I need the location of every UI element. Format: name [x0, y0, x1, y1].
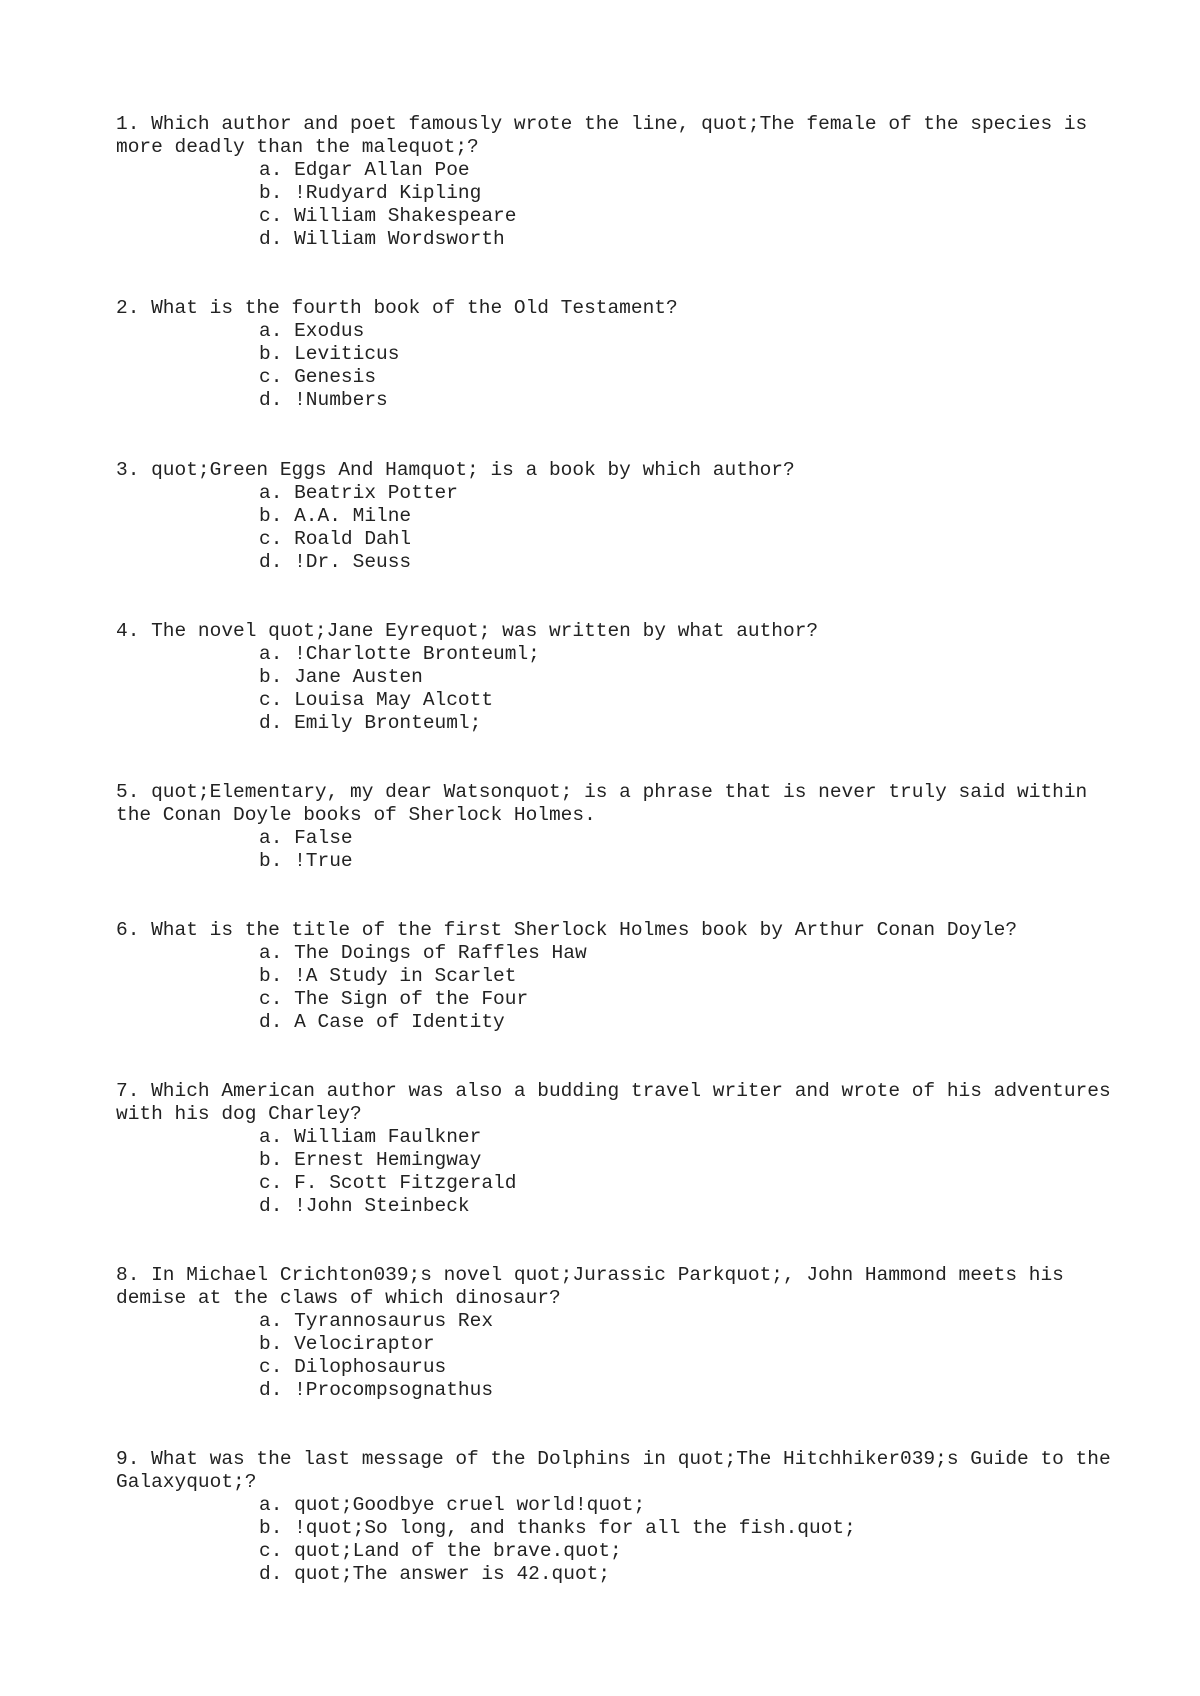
- answer-option: d. !Dr. Seuss: [259, 551, 412, 573]
- answer-option: a. Beatrix Potter: [259, 482, 458, 504]
- answer-option: d. A Case of Identity: [259, 1011, 505, 1033]
- answer-option: a. Edgar Allan Poe: [259, 159, 470, 181]
- answer-option: b. Leviticus: [259, 343, 400, 365]
- question-text: 6. What is the title of the first Sherlock Holmes book by Arthur Conan Doyle?: [116, 919, 1018, 941]
- answer-option: a. Tyrannosaurus Rex: [259, 1310, 494, 1332]
- answer-option: b. A.A. Milne: [259, 505, 412, 527]
- question-3: [116, 459, 1116, 574]
- question-text: 7. Which American author was also a budding travel writer and wrote of his adventures with his dog Charley?: [116, 1080, 1123, 1125]
- question-2: [116, 297, 1116, 412]
- quiz-list: [116, 113, 1123, 1586]
- question-text: 8. In Michael Crichton039;s novel quot;Jurassic Parkquot;, John Hammond meets his demise at the claws of which dinosaur?: [116, 1264, 1076, 1309]
- answer-option: c. The Sign of the Four: [259, 988, 529, 1010]
- answer-option: a. !Charlotte Bronteuml;: [259, 643, 540, 665]
- question-6: [116, 919, 1116, 1034]
- question-5: [116, 781, 1116, 873]
- answer-option: c. Roald Dahl: [259, 528, 412, 550]
- answer-options: [116, 1126, 1116, 1218]
- answer-option: b. !quot;So long, and thanks for all the fish.quot;: [259, 1517, 856, 1539]
- answer-option: c. Louisa May Alcott: [259, 689, 494, 711]
- answer-option: c. William Shakespeare: [259, 205, 517, 227]
- answer-options: [116, 320, 1116, 412]
- answer-option: a. Exodus: [259, 320, 365, 342]
- answer-option: c. F. Scott Fitzgerald: [259, 1172, 517, 1194]
- question-1: [116, 113, 1116, 251]
- question-text: 9. What was the last message of the Dolphins in quot;The Hitchhiker039;s Guide to the Galaxyquot;?: [116, 1448, 1123, 1493]
- answer-option: c. Genesis: [259, 366, 377, 388]
- answer-option: b. Velociraptor: [259, 1333, 435, 1355]
- answer-option: d. quot;The answer is 42.quot;: [259, 1563, 611, 1585]
- question-4: [116, 620, 1116, 735]
- answer-option: a. False: [259, 827, 353, 849]
- answer-option: d. Emily Bronteuml;: [259, 712, 482, 734]
- answer-options: [116, 159, 1116, 251]
- answer-options: [116, 827, 1116, 873]
- answer-option: a. The Doings of Raffles Haw: [259, 942, 587, 964]
- answer-option: b. !A Study in Scarlet: [259, 965, 517, 987]
- answer-options: [116, 482, 1116, 574]
- question-text: 5. quot;Elementary, my dear Watsonquot; is a phrase that is never truly said within the Conan Doyle books of Sherlock Holmes.: [116, 781, 1099, 826]
- answer-option: b. Ernest Hemingway: [259, 1149, 482, 1171]
- question-8: [116, 1264, 1116, 1402]
- answer-options: [116, 643, 1116, 735]
- answer-option: c. Dilophosaurus: [259, 1356, 447, 1378]
- answer-options: [116, 1494, 1116, 1586]
- answer-option: b. !Rudyard Kipling: [259, 182, 482, 204]
- answer-option: a. William Faulkner: [259, 1126, 482, 1148]
- question-7: [116, 1080, 1123, 1218]
- answer-option: d. !Procompsognathus: [259, 1379, 494, 1401]
- answer-option: d. !John Steinbeck: [259, 1195, 470, 1217]
- answer-option: d. William Wordsworth: [259, 228, 505, 250]
- question-text: 3. quot;Green Eggs And Hamquot; is a book by which author?: [116, 459, 795, 481]
- answer-option: b. Jane Austen: [259, 666, 423, 688]
- answer-options: [116, 942, 1116, 1034]
- answer-option: b. !True: [259, 850, 353, 872]
- answer-option: c. quot;Land of the brave.quot;: [259, 1540, 622, 1562]
- answer-options: [116, 1310, 1116, 1402]
- question-text: 4. The novel quot;Jane Eyrequot; was written by what author?: [116, 620, 819, 642]
- question-text: 2. What is the fourth book of the Old Testament?: [116, 297, 678, 319]
- question-9: [116, 1448, 1123, 1586]
- answer-option: d. !Numbers: [259, 389, 388, 411]
- question-text: 1. Which author and poet famously wrote the line, quot;The female of the species is more deadly than the malequot;?: [116, 113, 1099, 158]
- answer-option: a. quot;Goodbye cruel world!quot;: [259, 1494, 646, 1516]
